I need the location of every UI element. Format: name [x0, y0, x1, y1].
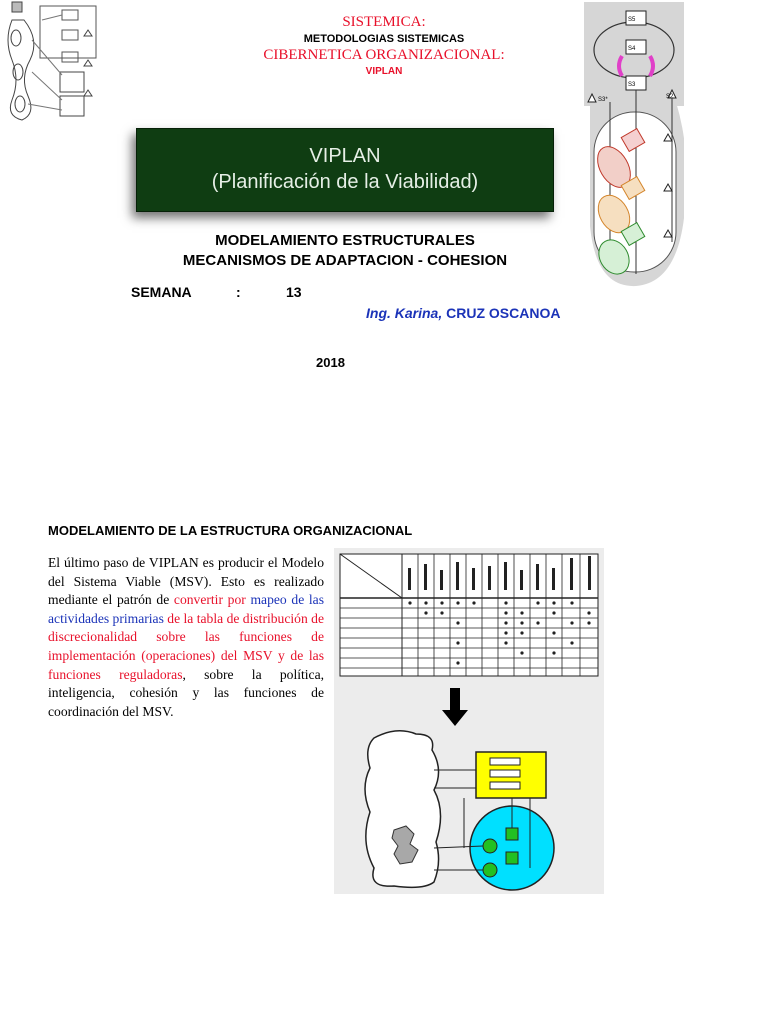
section-title: MODELAMIENTO DE LA ESTRUCTURA ORGANIZACIONAL	[48, 523, 413, 538]
course-title: SISTEMICA:	[342, 14, 426, 30]
banner-title: VIPLAN	[309, 145, 381, 167]
heading-line-2: MECANISMOS DE ADAPTACION - COHESION	[182, 252, 508, 269]
s3star-label: S3*	[598, 97, 608, 103]
year: 2018	[316, 355, 345, 370]
s2-label: S2	[666, 94, 674, 100]
course-subtitle: METODOLOGIAS SISTEMICAS	[303, 33, 465, 45]
author-first-name: Ing. Karina,	[366, 305, 443, 321]
discretion-table-to-vsm-figure	[334, 548, 604, 894]
week-row	[131, 284, 302, 300]
para-part-1: El último paso de VIPLAN es producir el Modelo del Sistema Viable (MSV). Esto es realizado mediante el patrón de	[48, 555, 324, 608]
para-part-2: convertir por	[173, 592, 246, 608]
para-part-3: mapeo de las actividades primarias	[48, 592, 325, 626]
section-paragraph	[48, 554, 324, 721]
s5-label: S5	[628, 17, 636, 23]
para-part-5: , sobre la política, inteligencia, cohesión y las funciones de coordinación del MSV.	[48, 666, 325, 719]
banner-subtitle: (Planificación de la Viabilidad)	[211, 171, 479, 193]
author-last-name: CRUZ OSCANOA	[446, 305, 561, 321]
s3-label: S3	[628, 82, 636, 88]
heading-line-1: MODELAMIENTO ESTRUCTURALES	[215, 232, 475, 249]
para-part-4: de la tabla de distribución de discrecionalidad sobre las funciones de implementación (operaciones) del MSV y de las funciones reguladoras	[48, 610, 324, 682]
topic-subtitle: VIPLAN	[365, 66, 403, 77]
topic-title: CIBERNETICA ORGANIZACIONAL:	[263, 47, 505, 63]
week-separator: :	[236, 284, 241, 300]
week-value: 13	[286, 284, 302, 300]
s4-label: S4	[628, 46, 636, 52]
author	[366, 305, 560, 321]
week-label: SEMANA	[131, 284, 192, 300]
title-banner	[136, 128, 554, 212]
